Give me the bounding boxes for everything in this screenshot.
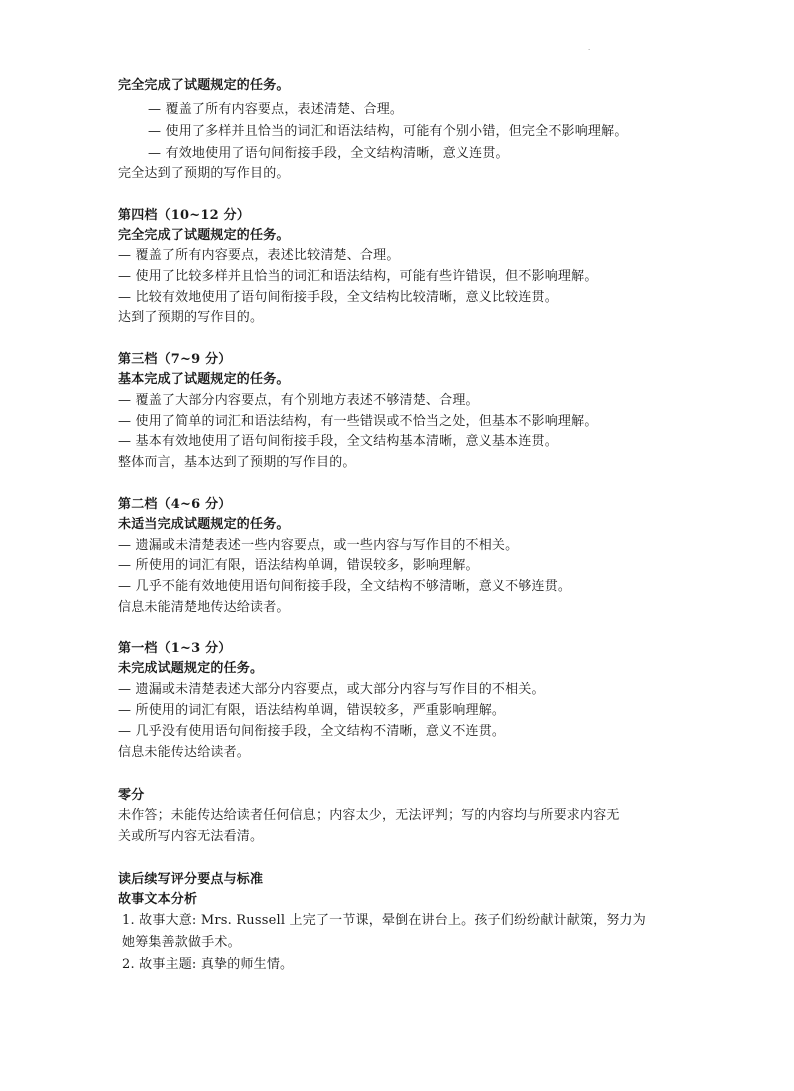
level3-title: 第三档（7~9 分） [118,352,232,367]
level3-summary: 基本完成了试题规定的任务。 [118,372,290,387]
level3-item-1: — 覆盖了大部分内容要点，有个别地方表述不够清楚、合理。 [118,393,479,408]
level4-title: 第四档（10~12 分） [118,208,251,223]
level3-conclusion: 整体而言，基本达到了预期的写作目的。 [118,455,356,470]
level4-summary: 完全完成了试题规定的任务。 [118,228,290,243]
level2-item-2: — 所使用的词汇有限，语法结构单调，错误较多，影响理解。 [118,558,479,573]
intro-conclusion: 完全达到了预期的写作目的。 [118,166,290,181]
level2-summary: 未适当完成试题规定的任务。 [118,517,290,532]
story-summary-line-1: 1. 故事大意: Mrs. Russell 上完了一节课，晕倒在讲台上。孩子们纷纷献计献策，努力为 [122,913,646,928]
zero-line-1: 未作答；未能传达给读者任何信息；内容太少，无法评判；写的内容均与所要求内容无 [118,808,620,823]
level3-item-3: — 基本有效地使用了语句间衔接手段，全文结构基本清晰，意义基本连贯。 [118,434,558,449]
level4-item-2: — 使用了比较多样并且恰当的词汇和语法结构，可能有些许错误，但不影响理解。 [118,269,598,284]
continuation-subheading: 故事文本分析 [118,892,198,907]
story-theme: 2. 故事主题: 真挚的师生情。 [122,957,294,972]
continuation-heading: 读后续写评分要点与标准 [118,872,264,887]
level1-summary: 未完成试题规定的任务。 [118,661,264,676]
level2-conclusion: 信息未能清楚地传达给读者。 [118,600,290,615]
level1-item-3: — 几乎没有使用语句间衔接手段，全文结构不清晰，意义不连贯。 [118,724,506,739]
level3-item-2: — 使用了简单的词汇和语法结构，有一些错误或不恰当之处，但基本不影响理解。 [118,414,598,429]
level4-conclusion: 达到了预期的写作目的。 [118,310,264,325]
level4-item-3: — 比较有效地使用了语句间衔接手段，全文结构比较清晰，意义比较连贯。 [118,290,558,305]
intro-item-1: — 覆盖了所有内容要点，表述清楚、合理。 [148,102,404,117]
level2-item-1: — 遗漏或未清楚表述一些内容要点，或一些内容与写作目的不相关。 [118,538,519,553]
level1-title: 第一档（1~3 分） [118,641,232,656]
zero-title: 零分 [118,788,145,803]
intro-item-2: — 使用了多样并且恰当的词汇和语法结构，可能有个别小错，但完全不影响理解。 [148,124,628,139]
level2-title: 第二档（4~6 分） [118,497,232,512]
level4-item-1: — 覆盖了所有内容要点，表述比较清楚、合理。 [118,248,400,263]
zero-line-2: 关或所写内容无法看清。 [118,829,264,844]
level1-item-2: — 所使用的词汇有限，语法结构单调，错误较多，严重影响理解。 [118,703,506,718]
intro-summary: 完全完成了试题规定的任务。 [118,78,290,93]
intro-item-3: — 有效地使用了语句间衔接手段，全文结构清晰，意义连贯。 [148,146,509,161]
level2-item-3: — 几乎不能有效地使用语句间衔接手段，全文结构不够清晰，意义不够连贯。 [118,579,572,594]
level1-item-1: — 遗漏或未清楚表述大部分内容要点，或大部分内容与写作目的不相关。 [118,682,545,697]
corner-mark: · [588,46,591,54]
level1-conclusion: 信息未能传达给读者。 [118,745,251,760]
story-summary-line-2: 她筹集善款做手术。 [122,935,241,950]
